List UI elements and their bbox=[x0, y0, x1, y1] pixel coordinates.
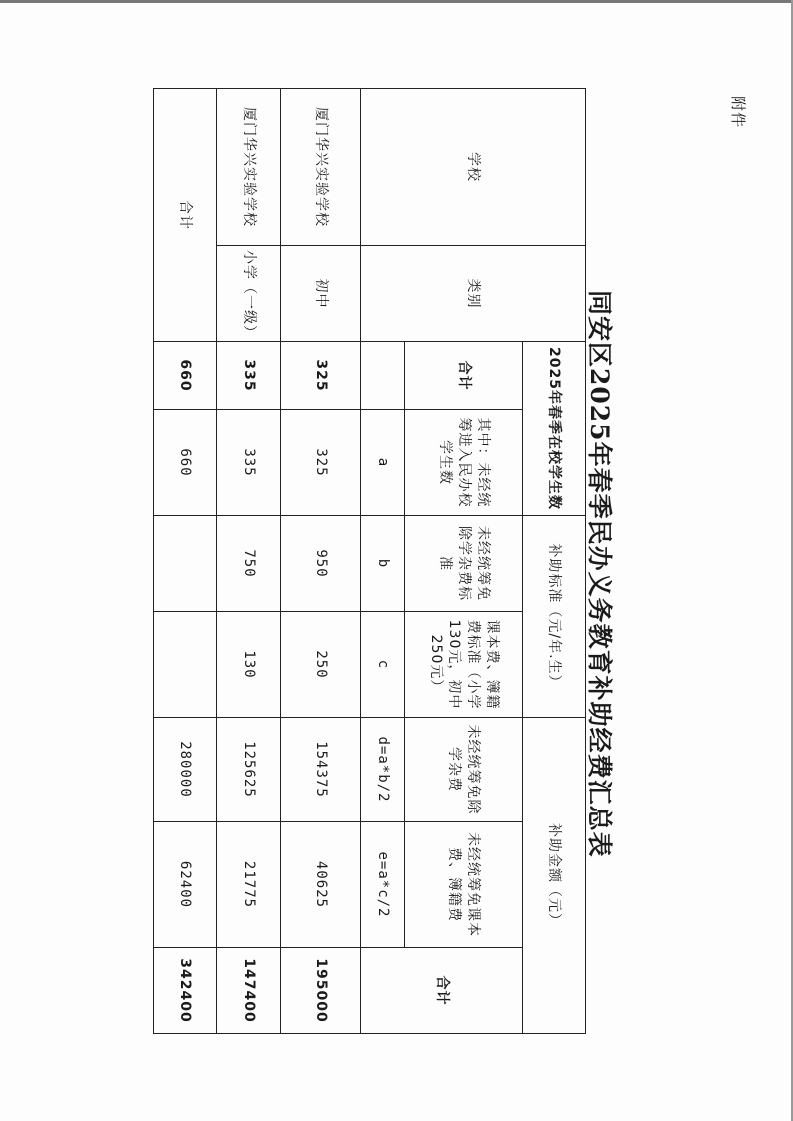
header-row-1 bbox=[523, 89, 586, 1034]
formula-e: e=a*c/2 bbox=[361, 822, 405, 948]
formula-a: a bbox=[361, 410, 405, 516]
total-row bbox=[154, 89, 217, 1034]
total-b-empty bbox=[154, 516, 217, 612]
header-students-total: 合计 bbox=[405, 342, 523, 410]
table-row bbox=[281, 89, 361, 1034]
header-amount-fee: 未经统筹免除学杂费 bbox=[405, 718, 523, 822]
row-a: 325 bbox=[281, 410, 361, 516]
header-standard-books: 课本费、簿籍费标准（小学130元，初中250元） bbox=[405, 612, 523, 718]
row-a: 335 bbox=[217, 410, 281, 516]
row-total-students: 325 bbox=[281, 342, 361, 410]
header-amount-group: 补助金额（元） bbox=[523, 718, 586, 1034]
total-c-empty bbox=[154, 612, 217, 718]
row-c: 250 bbox=[281, 612, 361, 718]
row-category: 小学（一级） bbox=[217, 246, 281, 342]
total-e: 62400 bbox=[154, 822, 217, 948]
row-b: 750 bbox=[217, 516, 281, 612]
total-f: 342400 bbox=[154, 948, 217, 1034]
header-school: 学校 bbox=[361, 89, 586, 246]
row-e: 40625 bbox=[281, 822, 361, 948]
total-students: 660 bbox=[154, 342, 217, 410]
row-b: 950 bbox=[281, 516, 361, 612]
formula-empty-cell bbox=[361, 342, 405, 410]
header-amount-total: 合计 bbox=[361, 948, 523, 1034]
total-d: 280000 bbox=[154, 718, 217, 822]
row-e: 21775 bbox=[217, 822, 281, 948]
total-a: 660 bbox=[154, 410, 217, 516]
table-row bbox=[217, 89, 281, 1034]
attachment-label: 附件 bbox=[729, 96, 747, 129]
row-school: 厦门华兴实验学校 bbox=[217, 89, 281, 246]
header-amount-books: 未经统筹免课本费、簿籍费 bbox=[405, 822, 523, 948]
header-standard-fee: 未经统筹免除学杂费标准 bbox=[405, 516, 523, 612]
row-total-students: 335 bbox=[217, 342, 281, 410]
formula-d: d=a*b/2 bbox=[361, 718, 405, 822]
row-c: 130 bbox=[217, 612, 281, 718]
row-d: 154375 bbox=[281, 718, 361, 822]
row-d: 125625 bbox=[217, 718, 281, 822]
formula-c: c bbox=[361, 612, 405, 718]
page-title: 同安区2025年春季民办义务教育补助经费汇总表 bbox=[585, 290, 614, 858]
total-label: 合计 bbox=[154, 89, 217, 342]
header-students-non-coordinated: 其中：未经统筹进入民办校学生数 bbox=[405, 410, 523, 516]
row-f: 147400 bbox=[217, 948, 281, 1034]
header-category: 类别 bbox=[361, 246, 586, 342]
row-category: 初中 bbox=[281, 246, 361, 342]
formula-b: b bbox=[361, 516, 405, 612]
summary-table bbox=[153, 88, 586, 1034]
header-standard-group: 补助标准（元/年.生） bbox=[523, 516, 586, 718]
row-f: 195000 bbox=[281, 948, 361, 1034]
row-school: 厦门华兴实验学校 bbox=[281, 89, 361, 246]
header-students-group: 2025年春季在校学生数 bbox=[523, 342, 586, 516]
